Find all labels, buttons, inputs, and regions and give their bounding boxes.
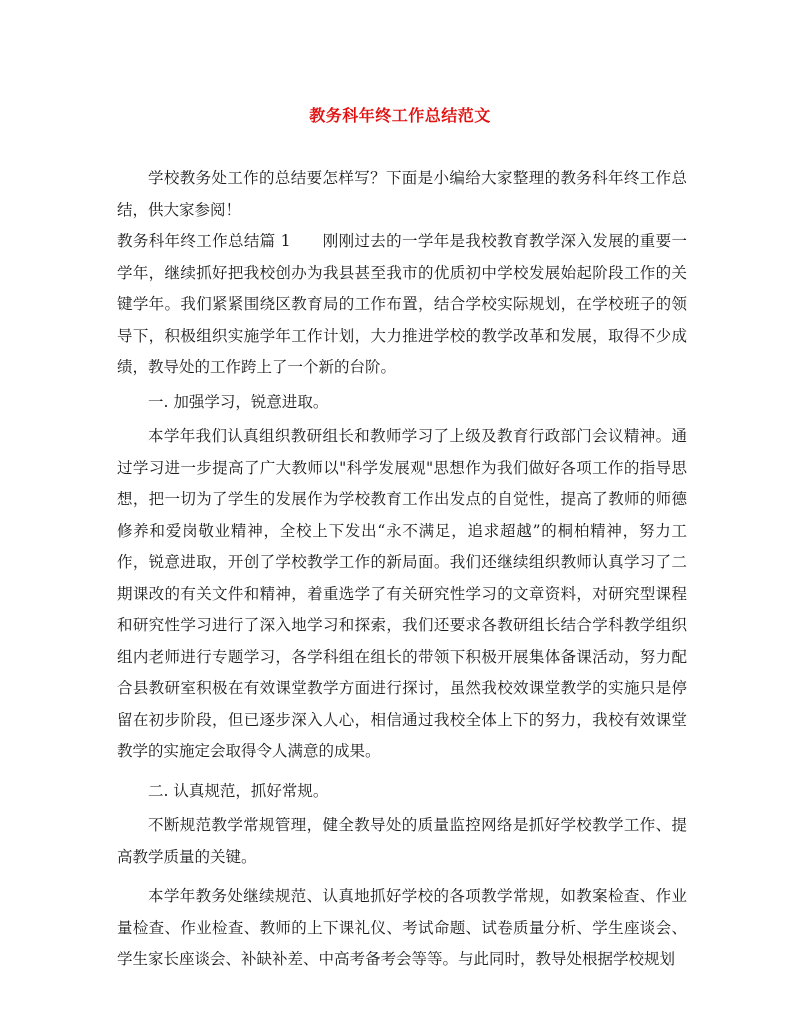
body-paragraph-1: 本学年我们认真组织教研组长和教师学习了上级及教育行政部门会议精神。通过学习进一步提高了广大教师以"科学发展观"思想作为我们做好各项工作的指导思想，把一切为了学生的发展作为学校教育工作出发点的自觉性，提高了教师的师德修养和爱岗敬业精神，全校上下发出“永不满足，追求超越”的桐柏精神，努力工作，锐意进取，开创了学校教学工作的新局面。我们还继续组织教师认真学习了二期课改的有关文件和精神，着重选学了有关研究性学习的文章资料，对研究型课程和研究性学习进行了深入地学习和探索，我们还要求各教研组长结合学科教学组织组内老师进行专题学习，各学科组在组长的带领下积极开展集体备课活动，努力配合县教研室积极在有效课堂教学方面进行探讨，虽然我校效课堂教学的实施只是停留在初步阶段，但已逐步深入人心，相信通过我校全体上下的努力，我校有效课堂教学的实施定会取得令人满意的成果。 [117, 427, 687, 760]
document-title: 教务科年终工作总结范文 [309, 106, 491, 125]
intro-paragraph: 学校教务处工作的总结要怎样写？下面是小编给大家整理的教务科年终工作总结，供大家参阅！ [117, 169, 687, 219]
section-paragraph-1: 教务科年终工作总结篇 1 刚刚过去的一学年是我校教育教学深入发展的重要一学年，继续抓好把我校创办为我县甚至我市的优质初中学校发展始起阶段工作的关键学年。我们紧紧围绕区教育局的工作布置，结合学校实际规划，在学校班子的领导下，积极组织实施学年工作计划，大力推进学校的教学改革和发展，取得不少成绩，教导处的工作跨上了一个新的台阶。 [117, 232, 687, 376]
document-body [117, 163, 687, 976]
body-paragraph-2: 不断规范教学常规管理，健全教导处的质量监控网络是抓好学校教学工作、提高教学质量的关键。 [117, 816, 687, 866]
section-heading-2: 二. 认真规范，抓好常规。 [148, 781, 329, 800]
section-heading-1: 一. 加强学习，锐意进取。 [148, 392, 329, 411]
body-paragraph-3: 本学年教务处继续规范、认真地抓好学校的各项教学常规，如教案检查、作业量检查、作业检查、教师的上下课礼仪、考试命题、试卷质量分析、学生座谈会、学生家长座谈会、补缺补差、中高考备考会等等。与此同时，教导处根据学校规划 [117, 887, 687, 968]
